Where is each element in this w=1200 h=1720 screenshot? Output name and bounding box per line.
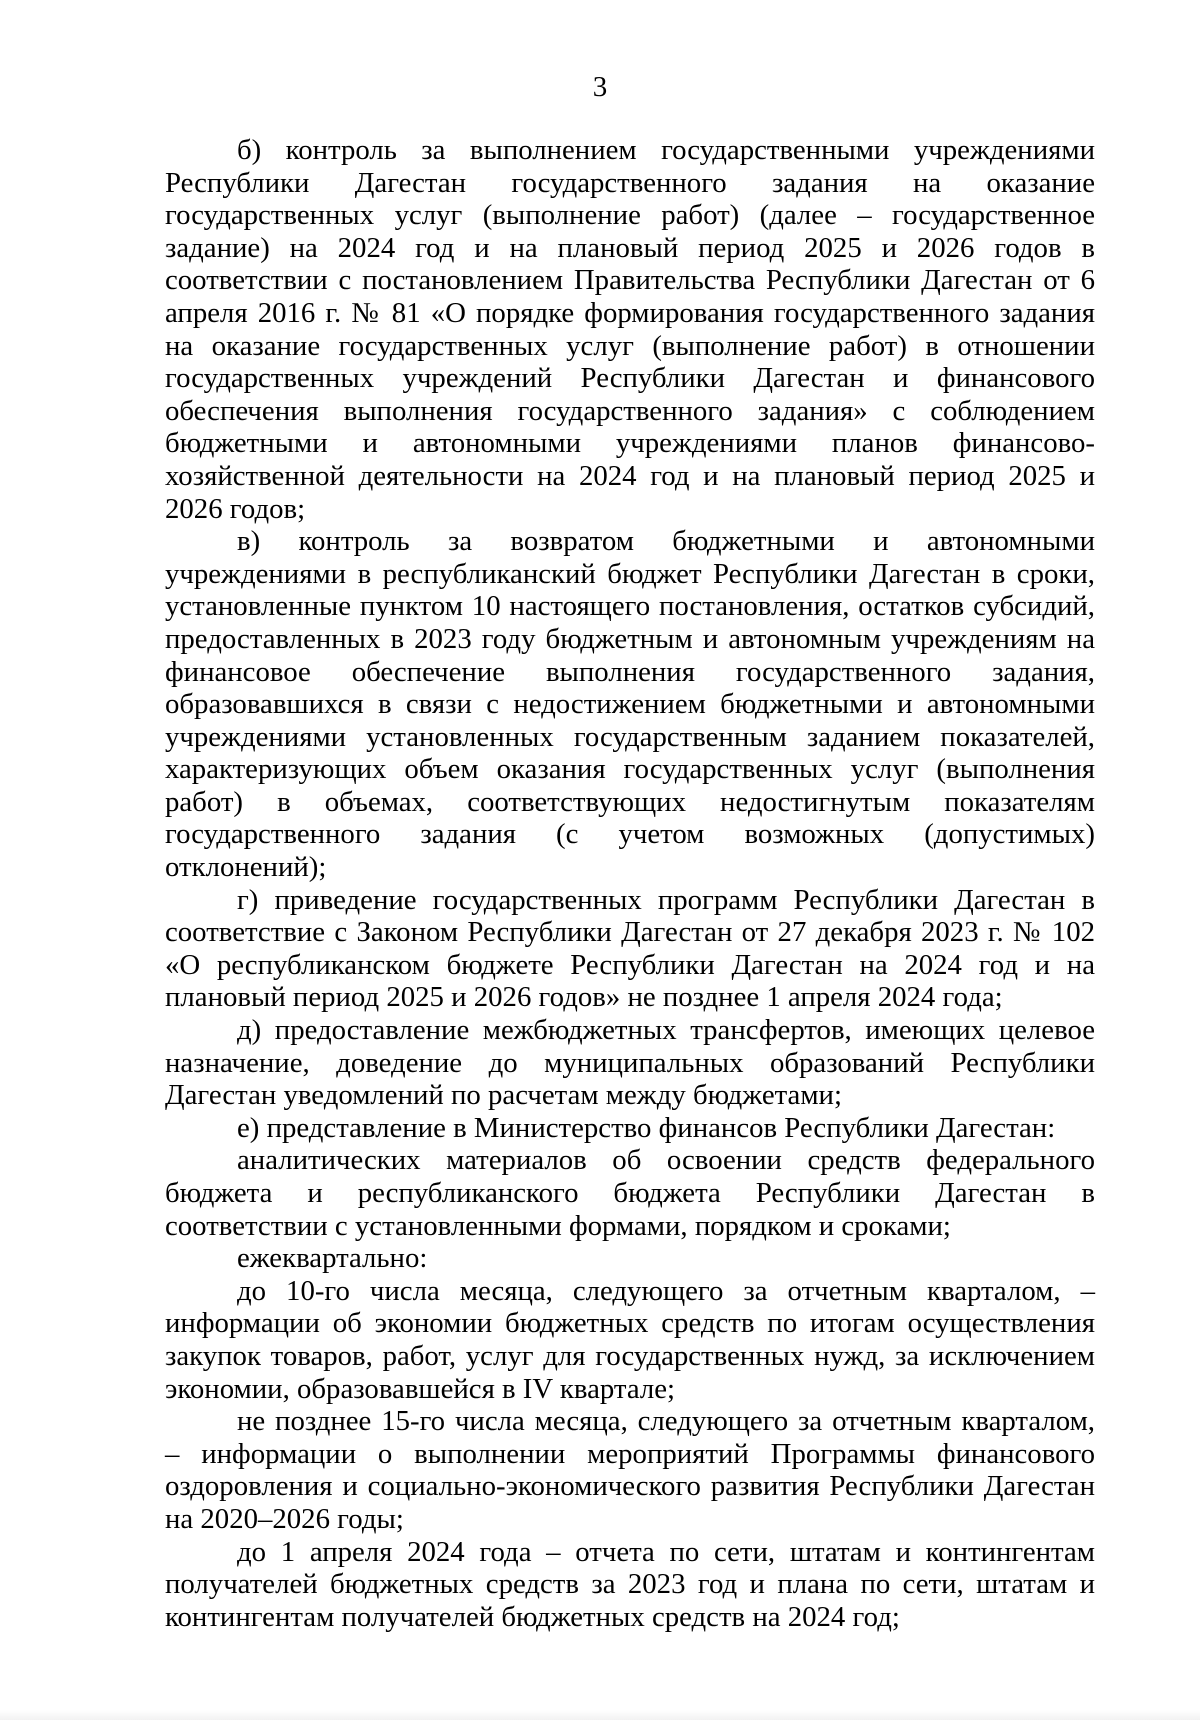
paragraph-v-subsidy-return-control: в) контроль за возвратом бюджетными и автономными учреждениями в республиканский бюджет Республики Дагестан в сроки, установленные пунктом 10 настоящего постановления, остатков субсидий, предоставленных в 2023 году бюджетным и автономным учреждениям на финансовое обеспечение выполнения государственного задания, образовавшихся в связи с недостижением бюджетными и автономными учреждениями установленных государственным заданием показателей, характеризующих объем оказания государственных услуг (выполнения работ) в объемах, соответствующих недостигнутым показателям государственного задания (с учетом возможных (допустимых) отклонений); — [165, 525, 1095, 884]
paragraph-analytical-materials: аналитических материалов об освоении средств федерального бюджета и республиканского бюджета Республики Дагестан в соответствии с установленными формами, порядком и сроками; — [165, 1144, 1095, 1242]
paragraph-quarterly: ежеквартально: — [237, 1242, 428, 1275]
paragraph-recovery-program-information: не позднее 15-го числа месяца, следующего за отчетным кварталом, – информации о выполнении мероприятий Программы финансового оздоровления и социально-экономического развития Республики Дагестан на 2020–2026 годы; — [165, 1405, 1095, 1535]
paragraph-d-interbudget-transfers: д) предоставление межбюджетных трансфертов, имеющих целевое назначение, доведение до муниципальных образований Республики Дагестан уведомлений по расчетам между бюджетами; — [165, 1014, 1095, 1112]
scan-bottom-edge — [0, 1710, 1200, 1720]
paragraph-g-state-programs: г) приведение государственных программ Республики Дагестан в соответствие с Законом Республики Дагестан от 27 декабря 2023 г. № 102 «О республиканском бюджете Республики Дагестан на 2024 год и на плановый период 2025 и 2026 годов» не позднее 1 апреля 2024 года; — [165, 883, 1095, 1014]
paragraph-network-staff-report: до 1 апреля 2024 года – отчета по сети, штатам и контингентам получателей бюджетных средств за 2023 год и плана по сети, штатам и контингентам получателей бюджетных средств на 2024 год; — [165, 1535, 1095, 1633]
document-body — [165, 134, 1095, 1633]
paragraph-e-reporting-to-ministry: е) представление в Министерство финансов Республики Дагестан: — [237, 1111, 1056, 1144]
paragraph-savings-information: до 10-го числа месяца, следующего за отчетным кварталом, – информации об экономии бюджетных средств по итогам осуществления закупок товаров, работ, услуг для государственных нужд, за исключением экономии, образовавшейся в IV квартале; — [165, 1274, 1095, 1405]
paragraph-b-budget-control: б) контроль за выполнением государственными учреждениями Республики Дагестан государственного задания на оказание государственных услуг (выполнение работ) (далее – государственное задание) на 2024 год и на плановый период 2025 и 2026 годов в соответствии с постановлением Правительства Республики Дагестан от 6 апреля 2016 г. № 81 «О порядке формирования государственного задания на оказание государственных услуг (выполнение работ) в отношении государственных учреждений Республики Дагестан и финансового обеспечения выполнения государственного задания» с соблюдением бюджетными и автономными учреждениями планов финансово-хозяйственной деятельности на 2024 год и на плановый период 2025 и 2026 годов; — [165, 134, 1095, 525]
page-number: 3 — [592, 71, 608, 103]
